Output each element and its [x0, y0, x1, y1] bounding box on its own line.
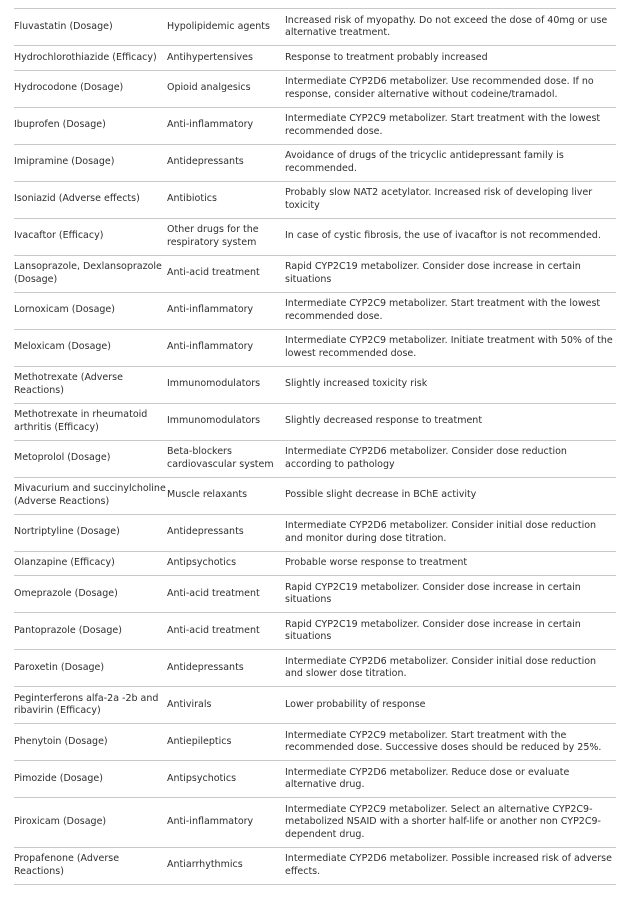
drug-cell: Hydrocodone (Dosage)	[14, 70, 167, 107]
category-cell: Antivirals	[167, 687, 285, 724]
category-cell: Anti-inflammatory	[167, 107, 285, 144]
drug-cell: Methotrexate (Adverse Reactions)	[14, 366, 167, 403]
table-row	[14, 440, 616, 477]
drug-recommendation-table-container	[14, 8, 616, 885]
category-cell: Anti-inflammatory	[167, 329, 285, 366]
drug-cell: Lansoprazole, Dexlansoprazole (Dosage)	[14, 255, 167, 292]
category-cell: Antibiotics	[167, 181, 285, 218]
drug-cell: Piroxicam (Dosage)	[14, 798, 167, 848]
table-row	[14, 107, 616, 144]
recommendation-cell: Intermediate CYP2D6 metabolizer. Use recommended dose. If no response, consider alternative without codeine/tramadol.	[285, 70, 616, 107]
drug-cell: Nortriptyline (Dosage)	[14, 514, 167, 551]
table-row	[14, 403, 616, 440]
category-cell: Antihypertensives	[167, 46, 285, 71]
category-cell: Anti-acid treatment	[167, 255, 285, 292]
table-row	[14, 551, 616, 576]
drug-cell: Mivacurium and succinylcholine (Adverse Reactions)	[14, 477, 167, 514]
drug-cell: Meloxicam (Dosage)	[14, 329, 167, 366]
recommendation-cell: Intermediate CYP2D6 metabolizer. Consider dose reduction according to pathology	[285, 440, 616, 477]
category-cell: Anti-acid treatment	[167, 576, 285, 613]
category-cell: Antidepressants	[167, 514, 285, 551]
drug-cell: Pimozide (Dosage)	[14, 761, 167, 798]
drug-cell: Fluvastatin (Dosage)	[14, 9, 167, 46]
drug-cell: Methotrexate in rheumatoid arthritis (Efficacy)	[14, 403, 167, 440]
table-row	[14, 576, 616, 613]
drug-cell: Imipramine (Dosage)	[14, 144, 167, 181]
category-cell: Immunomodulators	[167, 366, 285, 403]
recommendation-cell: Increased risk of myopathy. Do not exceed the dose of 40mg or use alternative treatment.	[285, 9, 616, 46]
table-row	[14, 687, 616, 724]
category-cell: Muscle relaxants	[167, 477, 285, 514]
recommendation-cell: Intermediate CYP2C9 metabolizer. Select an alternative CYP2C9-metabolized NSAID with a shorter half-life or another non CYP2C9-dependent drug.	[285, 798, 616, 848]
category-cell: Other drugs for the respiratory system	[167, 218, 285, 255]
table-row	[14, 329, 616, 366]
recommendation-cell: Intermediate CYP2D6 metabolizer. Consider initial dose reduction and monitor during dose titration.	[285, 514, 616, 551]
category-cell: Antidepressants	[167, 144, 285, 181]
drug-cell: Omeprazole (Dosage)	[14, 576, 167, 613]
recommendation-cell: Possible slight decrease in BChE activity	[285, 477, 616, 514]
table-row	[14, 9, 616, 46]
table-row	[14, 613, 616, 650]
recommendation-cell: Probably slow NAT2 acetylator. Increased risk of developing liver toxicity	[285, 181, 616, 218]
table-row	[14, 292, 616, 329]
drug-cell: Lornoxicam (Dosage)	[14, 292, 167, 329]
category-cell: Opioid analgesics	[167, 70, 285, 107]
drug-cell: Propafenone (Adverse Reactions)	[14, 847, 167, 884]
drug-cell: Ibuprofen (Dosage)	[14, 107, 167, 144]
category-cell: Immunomodulators	[167, 403, 285, 440]
recommendation-cell: Intermediate CYP2C9 metabolizer. Start treatment with the lowest recommended dose.	[285, 107, 616, 144]
table-row	[14, 46, 616, 71]
recommendation-cell: Slightly decreased response to treatment	[285, 403, 616, 440]
drug-cell: Ivacaftor (Efficacy)	[14, 218, 167, 255]
recommendation-cell: Lower probability of response	[285, 687, 616, 724]
drug-cell: Metoprolol (Dosage)	[14, 440, 167, 477]
category-cell: Antipsychotics	[167, 761, 285, 798]
pharmacogenomics-table	[14, 8, 616, 885]
recommendation-cell: Slightly increased toxicity risk	[285, 366, 616, 403]
drug-cell: Phenytoin (Dosage)	[14, 724, 167, 761]
drug-cell: Olanzapine (Efficacy)	[14, 551, 167, 576]
category-cell: Anti-inflammatory	[167, 292, 285, 329]
recommendation-cell: Response to treatment probably increased	[285, 46, 616, 71]
table-row	[14, 514, 616, 551]
table-row	[14, 70, 616, 107]
drug-cell: Paroxetin (Dosage)	[14, 650, 167, 687]
category-cell: Anti-inflammatory	[167, 798, 285, 848]
recommendation-cell: Rapid CYP2C19 metabolizer. Consider dose increase in certain situations	[285, 255, 616, 292]
category-cell: Anti-acid treatment	[167, 613, 285, 650]
table-row	[14, 650, 616, 687]
recommendation-cell: Intermediate CYP2C9 metabolizer. Start treatment with the lowest recommended dose.	[285, 292, 616, 329]
table-row	[14, 255, 616, 292]
table-row	[14, 181, 616, 218]
category-cell: Antidepressants	[167, 650, 285, 687]
category-cell: Antiarrhythmics	[167, 847, 285, 884]
drug-cell: Hydrochlorothiazide (Efficacy)	[14, 46, 167, 71]
drug-cell: Isoniazid (Adverse effects)	[14, 181, 167, 218]
table-row	[14, 218, 616, 255]
table-row	[14, 798, 616, 848]
drug-cell: Peginterferons alfa-2a -2b and ribavirin (Efficacy)	[14, 687, 167, 724]
category-cell: Antiepileptics	[167, 724, 285, 761]
category-cell: Antipsychotics	[167, 551, 285, 576]
recommendation-cell: Intermediate CYP2D6 metabolizer. Possible increased risk of adverse effects.	[285, 847, 616, 884]
table-row	[14, 847, 616, 884]
table-row	[14, 144, 616, 181]
recommendation-cell: Rapid CYP2C19 metabolizer. Consider dose increase in certain situations	[285, 613, 616, 650]
recommendation-cell: Intermediate CYP2C9 metabolizer. Initiate treatment with 50% of the lowest recommended dose.	[285, 329, 616, 366]
recommendation-cell: Rapid CYP2C19 metabolizer. Consider dose increase in certain situations	[285, 576, 616, 613]
table-body	[14, 9, 616, 885]
category-cell: Beta-blockers cardiovascular system	[167, 440, 285, 477]
table-row	[14, 724, 616, 761]
recommendation-cell: Intermediate CYP2C9 metabolizer. Start treatment with the recommended dose. Successive doses should be reduced by 25%.	[285, 724, 616, 761]
drug-cell: Pantoprazole (Dosage)	[14, 613, 167, 650]
recommendation-cell: Avoidance of drugs of the tricyclic antidepressant family is recommended.	[285, 144, 616, 181]
table-row	[14, 761, 616, 798]
recommendation-cell: Intermediate CYP2D6 metabolizer. Consider initial dose reduction and slower dose titration.	[285, 650, 616, 687]
recommendation-cell: Intermediate CYP2D6 metabolizer. Reduce dose or evaluate alternative drug.	[285, 761, 616, 798]
category-cell: Hypolipidemic agents	[167, 9, 285, 46]
table-row	[14, 366, 616, 403]
recommendation-cell: In case of cystic fibrosis, the use of ivacaftor is not recommended.	[285, 218, 616, 255]
table-row	[14, 477, 616, 514]
recommendation-cell: Probable worse response to treatment	[285, 551, 616, 576]
